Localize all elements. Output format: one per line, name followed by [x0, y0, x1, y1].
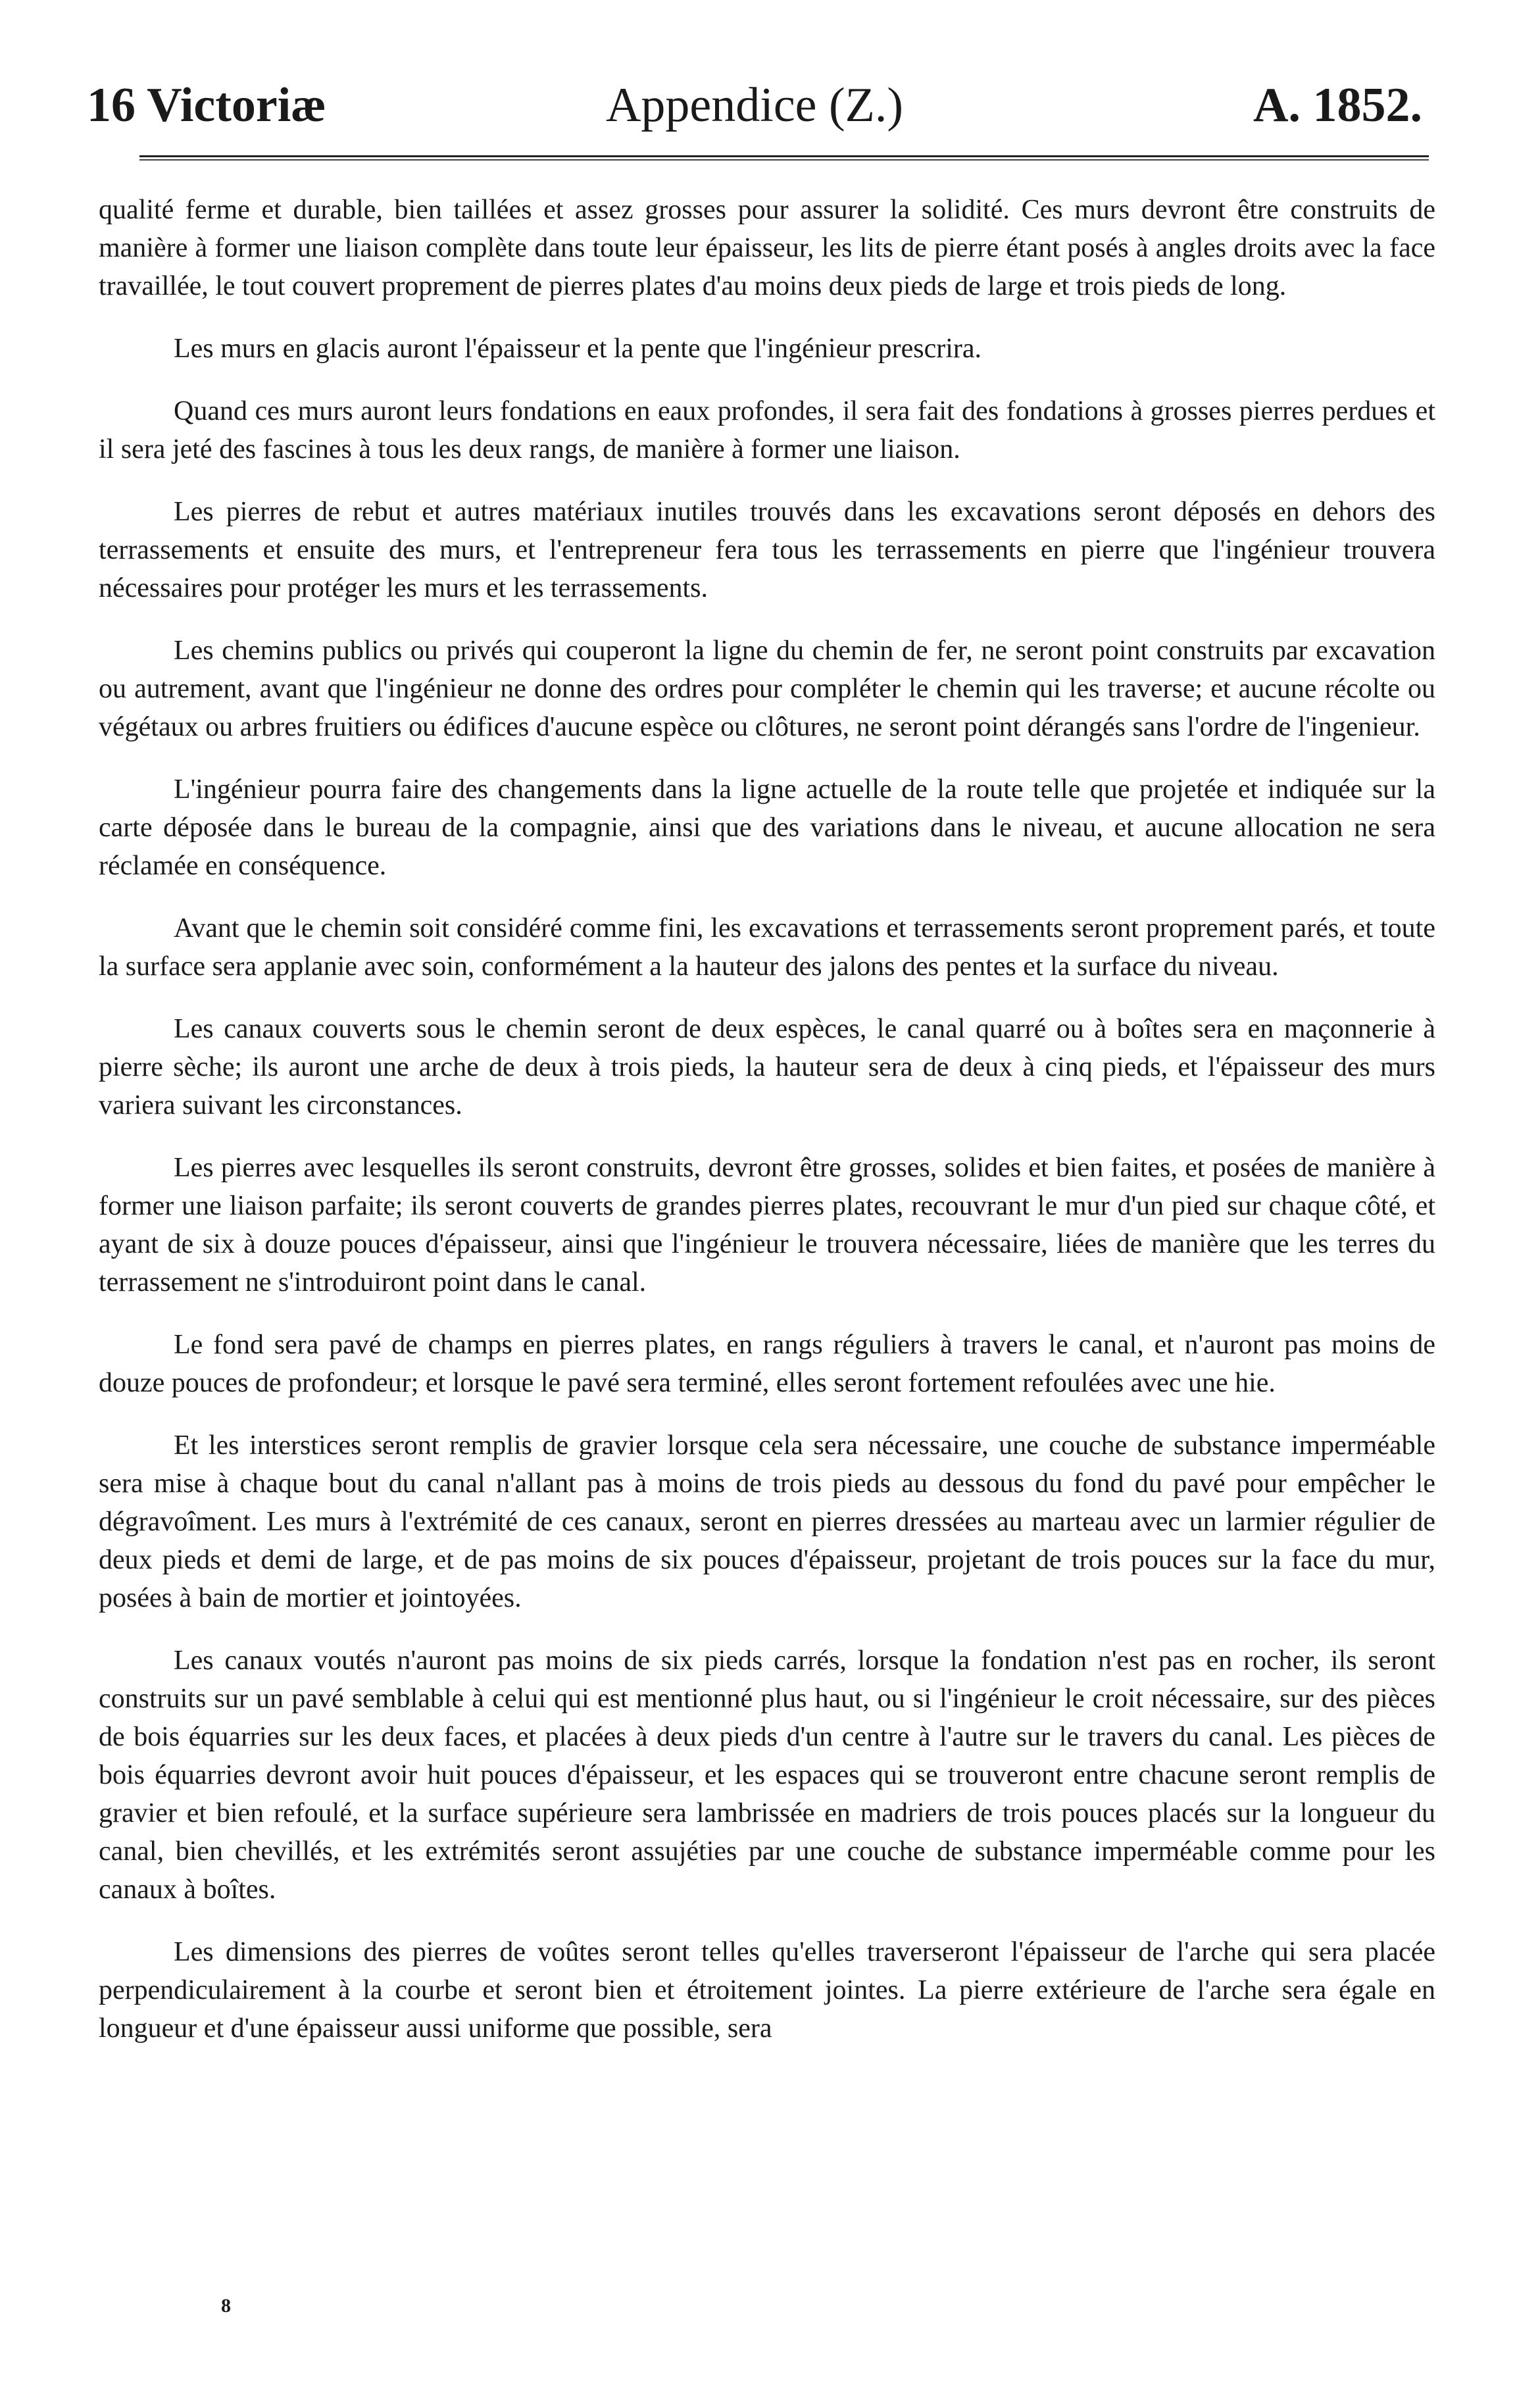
- paragraph: Les pierres avec lesquelles ils seront construits, devront être grosses, solides et bien faites, et posées de manière à former une liaison parfaite; ils seront couverts de grandes pierres plates, recouvrant le mur d'un pied sur chaque côté, et ayant de six à douze pouces d'épaisseur, ainsi que l'ingénieur le trouvera nécessaire, liées de manière que les terres du terrassement ne s'introduiront point dans le canal.: [99, 1153, 1435, 1297]
- page-header: [87, 72, 1422, 138]
- paragraph: L'ingénieur pourra faire des changements dans la ligne actuelle de la route telle que projetée et indiquée sur la carte déposée dans le bureau de la compagnie, ainsi que des variations dans le niveau, et aucune allocation ne sera réclamée en conséquence.: [99, 774, 1435, 881]
- header-right: A. 1852.: [1253, 78, 1422, 132]
- paragraph: qualité ferme et durable, bien taillées et assez grosses pour assurer la solidité. Ces murs devront être construits de manière à former une liaison complète dans toute leur épaisseur, les lits de pierre étant posés à angles droits avec la face travaillée, le tout couvert proprement de pierres plates d'au moins deux pieds de large et trois pieds de long.: [99, 195, 1435, 301]
- body-text: [99, 191, 1435, 2072]
- paragraph: Avant que le chemin soit considéré comme fini, les excavations et terrassements seront proprement parés, et toute la surface sera applanie avec soin, conformément a la hauteur des jalons des pentes et la surface du niveau.: [99, 913, 1435, 982]
- signature-mark: 8: [221, 2295, 231, 2317]
- paragraph: Quand ces murs auront leurs fondations en eaux profondes, il sera fait des fondations à grosses pierres perdues et il sera jeté des fascines à tous les deux rangs, de manière à former une liaison.: [99, 396, 1435, 465]
- header-center: Appendice (Z.): [605, 78, 904, 132]
- paragraph: Le fond sera pavé de champs en pierres plates, en rangs réguliers à travers le canal, et n'auront pas moins de douze pouces de profondeur; et lorsque le pavé sera terminé, elles seront fortement refoulées avec une hie.: [99, 1330, 1435, 1398]
- header-left: 16 Victoriæ: [87, 78, 326, 132]
- header-rule: [139, 155, 1429, 161]
- paragraph: Et les interstices seront remplis de gravier lorsque cela sera nécessaire, une couche de substance imperméable sera mise à chaque bout du canal n'allant pas à moins de trois pieds au dessous du fond du pavé pour empêcher le dégravoîment. Les murs à l'extrémité de ces canaux, seront en pierres dressées au marteau avec un larmier régulier de deux pieds et demi de large, et de pas moins de six pouces d'épaisseur, projetant de trois pouces sur la face du mur, posées à bain de mortier et jointoyées.: [99, 1430, 1435, 1613]
- paragraph: Les canaux couverts sous le chemin seront de deux espèces, le canal quarré ou à boîtes sera en maçonnerie à pierre sèche; ils auront une arche de deux à trois pieds, la hauteur sera de deux à cinq pieds, et l'épaisseur des murs variera suivant les circonstances.: [99, 1014, 1435, 1120]
- paragraph: Les pierres de rebut et autres matériaux inutiles trouvés dans les excavations seront déposés en dehors des terrassements et ensuite des murs, et l'entrepreneur fera tous les terrassements en pierre que l'ingénieur trouvera nécessaires pour protéger les murs et les terrassements.: [99, 497, 1435, 603]
- paragraph: Les canaux voutés n'auront pas moins de six pieds carrés, lorsque la fondation n'est pas en rocher, ils seront construits sur un pavé semblable à celui qui est mentionné plus haut, ou si l'ingénieur le croit nécessaire, sur des pièces de bois équarries sur les deux faces, et placées à deux pieds d'un centre à l'autre sur le travers du canal. Les pièces de bois équarries devront avoir huit pouces d'épaisseur, et les espaces qui se trouveront entre chacune seront remplis de gravier et bien refoulé, et la surface supérieure sera lambrissée en madriers de trois pouces placés sur la longueur du canal, bien chevillés, et les extrémités seront assujéties par une couche de substance imperméable comme pour les canaux à boîtes.: [99, 1646, 1435, 1905]
- paragraph: Les dimensions des pierres de voûtes seront telles qu'elles traverseront l'épaisseur de l'arche qui sera placée perpendiculairement à la courbe et seront bien et étroitement jointes. La pierre extérieure de l'arche sera égale en longueur et d'une épaisseur aussi uniforme que possible, sera: [99, 1937, 1435, 2044]
- paragraph: Les murs en glacis auront l'épaisseur et la pente que l'ingénieur prescrira.: [174, 334, 982, 364]
- paragraph: Les chemins publics ou privés qui couperont la ligne du chemin de fer, ne seront point construits par excavation ou autrement, avant que l'ingénieur ne donne des ordres pour compléter le chemin qui les traverse; et aucune récolte ou végétaux ou arbres fruitiers ou édifices d'aucune espèce ou clôtures, ne seront point dérangés sans l'ordre de l'ingenieur.: [99, 636, 1435, 742]
